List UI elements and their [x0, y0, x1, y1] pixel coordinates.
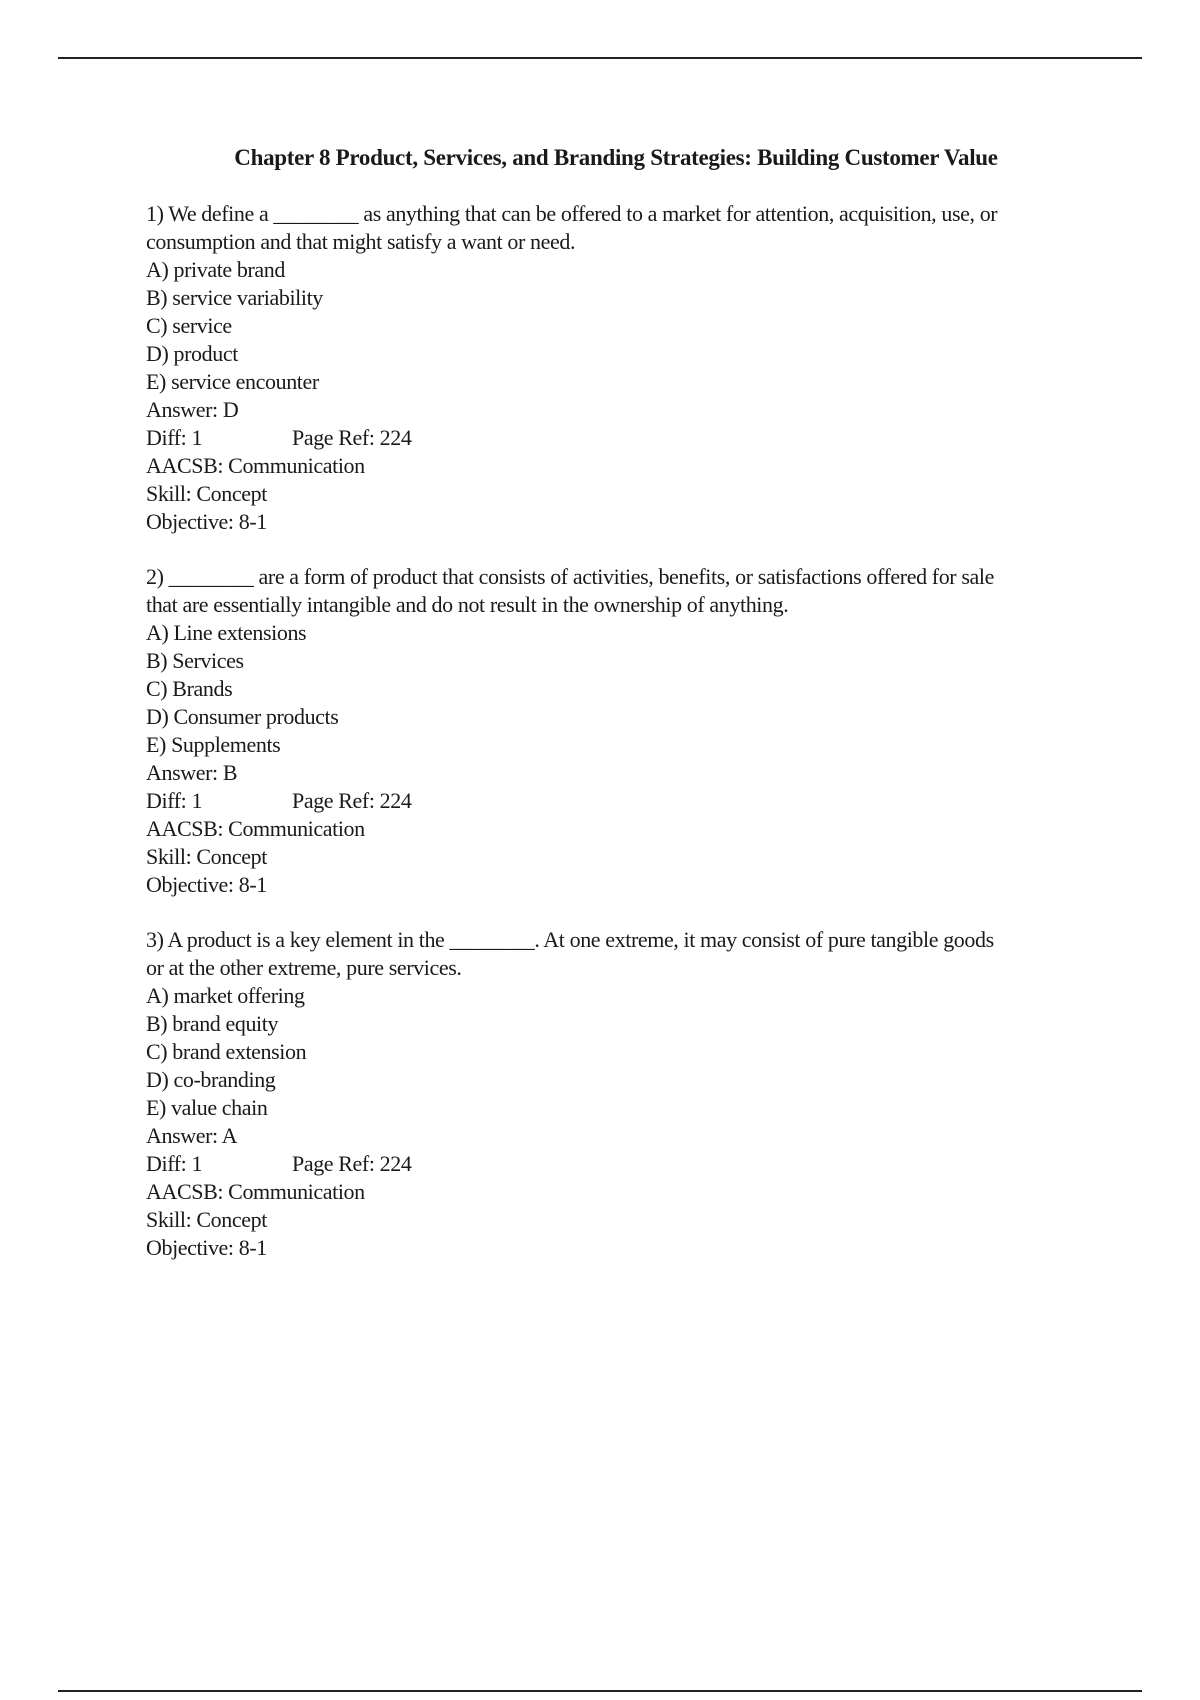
chapter-title: Chapter 8 Product, Services, and Branding Strategies: Building Customer Value: [234, 145, 998, 170]
diff-page-ref: [146, 1150, 1086, 1178]
bottom-rule: [58, 1690, 1142, 1692]
page-ref: Page Ref: 224: [292, 788, 412, 813]
option-d: D) co-branding: [146, 1067, 276, 1092]
diff-page-ref: [146, 787, 1086, 815]
question-stem-line: 3) A product is a key element in the ________. At one extreme, it may consist of pure tangible goods: [146, 927, 994, 952]
difficulty: Diff: 1: [146, 788, 203, 813]
skill: Skill: Concept: [146, 1207, 267, 1232]
question-stem-line: that are essentially intangible and do not result in the ownership of anything.: [146, 592, 789, 617]
objective: Objective: 8-1: [146, 872, 267, 897]
answer: Answer: D: [146, 397, 239, 422]
top-rule: [58, 57, 1142, 59]
aacsb: AACSB: Communication: [146, 453, 365, 478]
question-stem-line: or at the other extreme, pure services.: [146, 955, 462, 980]
objective: Objective: 8-1: [146, 1235, 267, 1260]
answer: Answer: B: [146, 760, 238, 785]
option-a: A) Line extensions: [146, 620, 307, 645]
option-d: D) Consumer products: [146, 704, 339, 729]
question-stem-line: 2) ________ are a form of product that consists of activities, benefits, or satisfactions offered for sale: [146, 564, 994, 589]
diff-page-ref: [146, 424, 1086, 452]
page-ref: Page Ref: 224: [292, 425, 412, 450]
question-list: [146, 200, 1086, 1289]
option-c: C) brand extension: [146, 1039, 307, 1064]
option-d: D) product: [146, 341, 238, 366]
answer: Answer: A: [146, 1123, 238, 1148]
difficulty: Diff: 1: [146, 425, 203, 450]
question-1: [146, 200, 1086, 536]
aacsb: AACSB: Communication: [146, 1179, 365, 1204]
option-e: E) value chain: [146, 1095, 268, 1120]
skill: Skill: Concept: [146, 844, 267, 869]
question-3: [146, 926, 1086, 1262]
question-2: [146, 563, 1086, 899]
option-b: B) Services: [146, 648, 244, 673]
page-ref: Page Ref: 224: [292, 1151, 412, 1176]
option-e: E) Supplements: [146, 732, 281, 757]
objective: Objective: 8-1: [146, 509, 267, 534]
question-stem-line: 1) We define a ________ as anything that can be offered to a market for attention, acquisition, use, or: [146, 201, 998, 226]
option-c: C) service: [146, 313, 232, 338]
option-b: B) service variability: [146, 285, 323, 310]
option-a: A) private brand: [146, 257, 285, 282]
difficulty: Diff: 1: [146, 1151, 203, 1176]
option-c: C) Brands: [146, 676, 233, 701]
option-a: A) market offering: [146, 983, 305, 1008]
skill: Skill: Concept: [146, 481, 267, 506]
option-e: E) service encounter: [146, 369, 319, 394]
option-b: B) brand equity: [146, 1011, 279, 1036]
question-stem-line: consumption and that might satisfy a want or need.: [146, 229, 576, 254]
aacsb: AACSB: Communication: [146, 816, 365, 841]
